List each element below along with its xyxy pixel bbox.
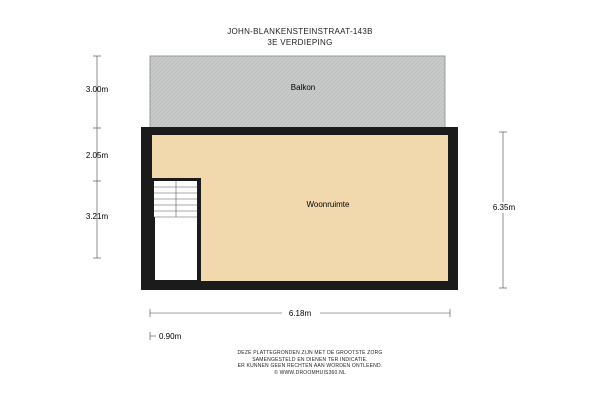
dimension-left-bottom: 3.21m [85,212,109,221]
dimension-bottom-width: 6.18m [288,309,312,318]
address-title: JOHN-BLANKENSTEINSTRAAT-143B [227,27,373,36]
living-room-label: Woonruimte [306,200,350,209]
dimension-small-width: 0.90m [159,332,182,341]
balcony-label: Balkon [290,83,316,92]
disclaimer-line: © WWW.DROOMHUIS360.NL [274,369,346,376]
balcony-area [150,56,445,128]
dimension-right-height: 6.35m [492,203,516,212]
disclaimer-line: DEZE PLATTEGRONDEN ZIJN MET DE GROOTSTE ZORG [237,350,383,356]
floor-title: 3E VERDIEPING [267,38,333,47]
dimension-left-top: 3.00m [85,85,109,94]
disclaimer [200,350,420,376]
small-dimension-line [150,332,156,340]
disclaimer-line: SAMENGESTELD EN DIENEN TER INDICATIE. [252,356,368,363]
dimension-left-middle: 2.05m [85,151,109,160]
disclaimer-line: ER KUNNEN GEEN RECHTEN AAN WORDEN ONTLEEND. [237,363,383,369]
stairwell [152,178,201,281]
